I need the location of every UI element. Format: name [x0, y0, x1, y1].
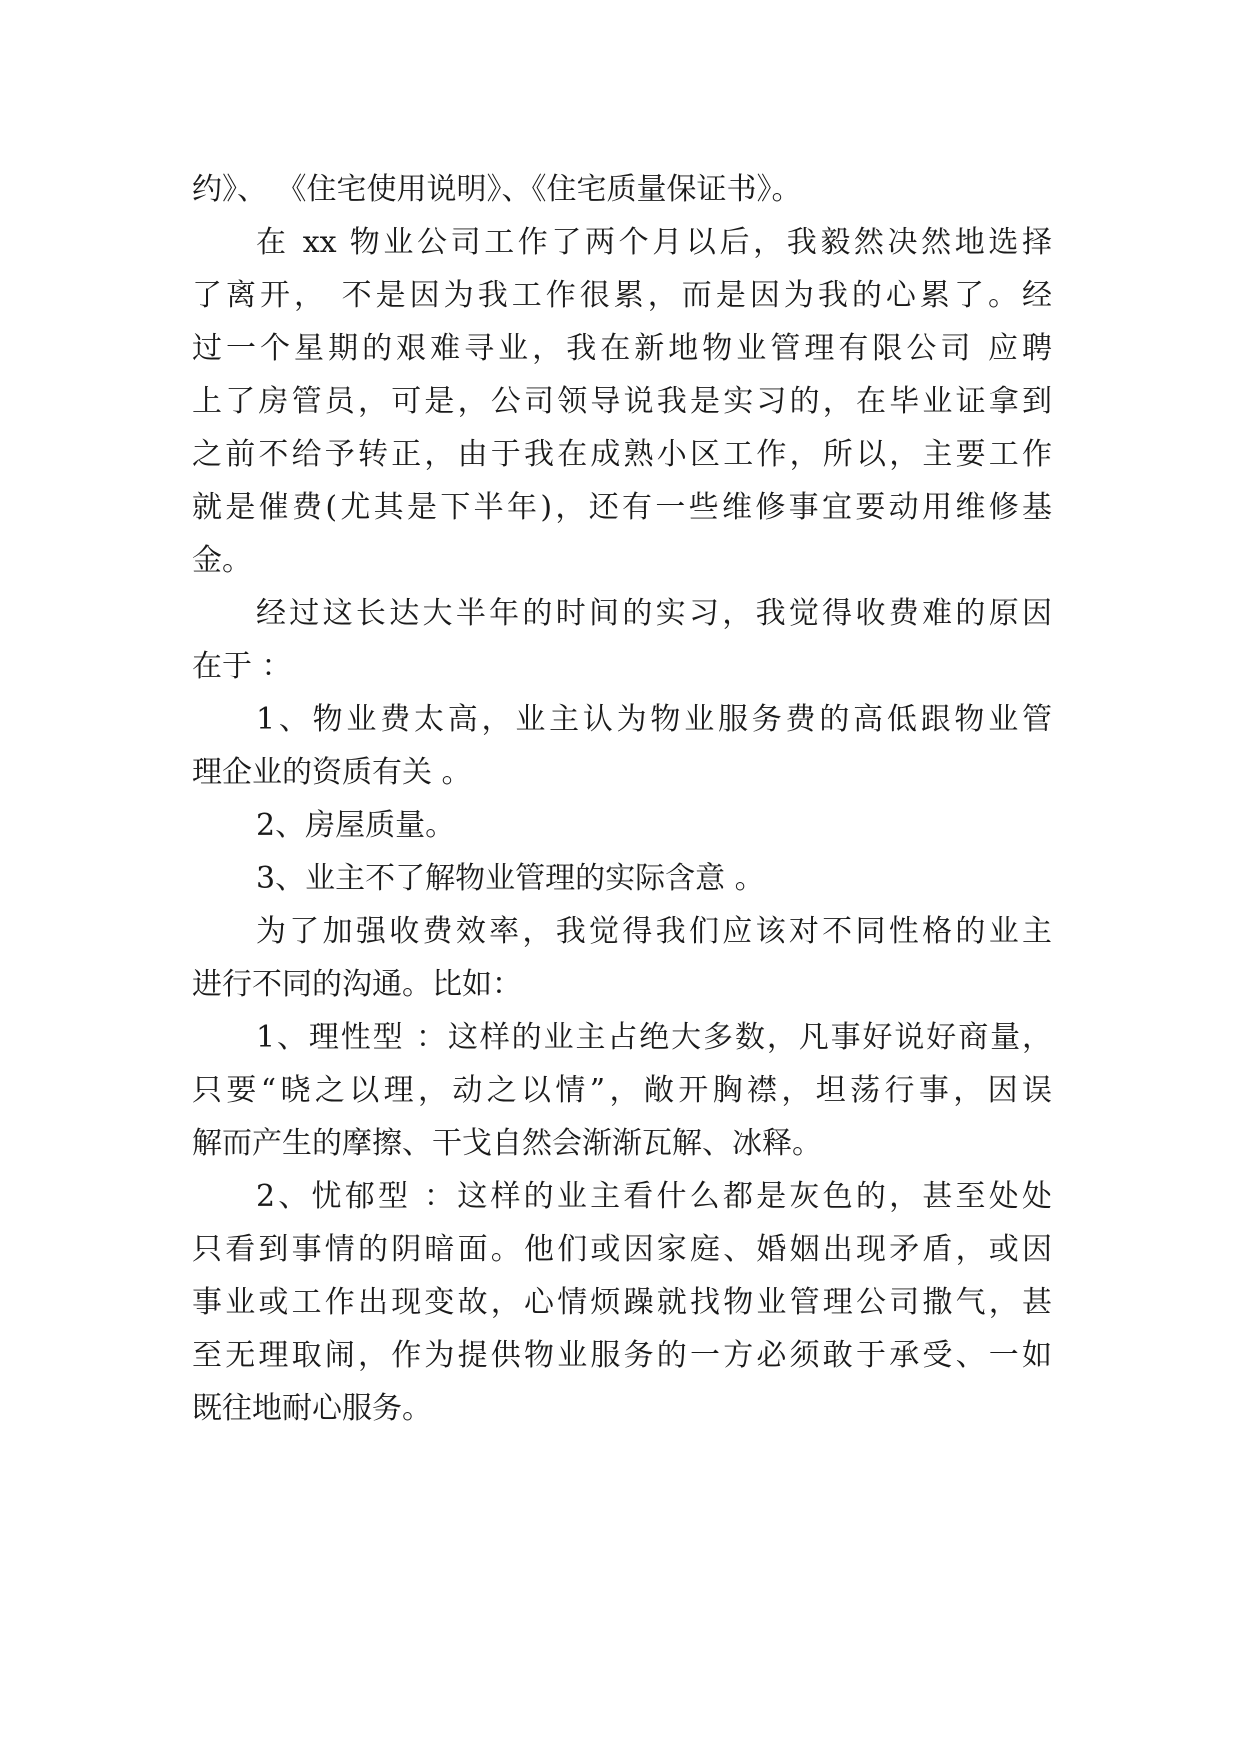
- text-line: 在于 ：: [192, 649, 292, 684]
- text-line: 1、理性型 ：这样的业主占绝大多数，凡事好说好商量，: [256, 1020, 1052, 1055]
- text-line: 在 xx 物业公司工作了两个月以后，我毅然决然地选择: [256, 225, 1052, 260]
- text-line: 就是催费(尤其是下半年)，还有一些维修事宜要动用维修基: [192, 490, 1052, 525]
- text-line: 上了房管员，可是，公司领导说我是实习的，在毕业证拿到: [192, 384, 1052, 419]
- text-line: 过一个星期的艰难寻业，我在新地物业管理有限公司 应聘: [192, 331, 1052, 366]
- text-line: 1、物业费太高，业主认为物业服务费的高低跟物业管: [256, 702, 1052, 737]
- text-line: 3、业主不了解物业管理的实际含意 。: [256, 861, 765, 896]
- text-line: 事业或工作出现变故，心情烦躁就找物业管理公司撒气，甚: [192, 1285, 1052, 1320]
- text-line: 解而产生的摩擦、干戈自然会渐渐瓦解、冰释。: [192, 1126, 822, 1161]
- text-line: 2、忧郁型 ：这样的业主看什么都是灰色的，甚至处处: [256, 1179, 1052, 1214]
- text-line: 2、房屋质量。: [256, 808, 456, 843]
- text-line: 进行不同的沟通。比如：: [192, 967, 522, 1002]
- text-line: 之前不给予转正，由于我在成熟小区工作，所以，主要工作: [192, 437, 1052, 472]
- text-line: 既往地耐心服务。: [192, 1391, 432, 1426]
- text-line: 了离开， 不是因为我工作很累，而是因为我的心累了。经: [192, 278, 1052, 313]
- text-line: 理企业的资质有关 。: [192, 755, 472, 790]
- text-line: 只看到事情的阴暗面。他们或因家庭、婚姻出现矛盾，或因: [192, 1232, 1052, 1267]
- text-line: 为了加强收费效率，我觉得我们应该对不同性格的业主: [256, 914, 1052, 949]
- text-line: 只要“晓之以理，动之以情”，敞开胸襟，坦荡行事，因误: [192, 1073, 1052, 1108]
- text-line: 金。: [192, 543, 252, 578]
- text-line: 约》、 《住宅使用说明》、《住宅质量保证书》。: [192, 172, 802, 207]
- text-line: 至无理取闹，作为提供物业服务的一方必须敢于承受、一如: [192, 1338, 1052, 1373]
- text-line: 经过这长达大半年的时间的实习，我觉得收费难的原因: [256, 596, 1052, 631]
